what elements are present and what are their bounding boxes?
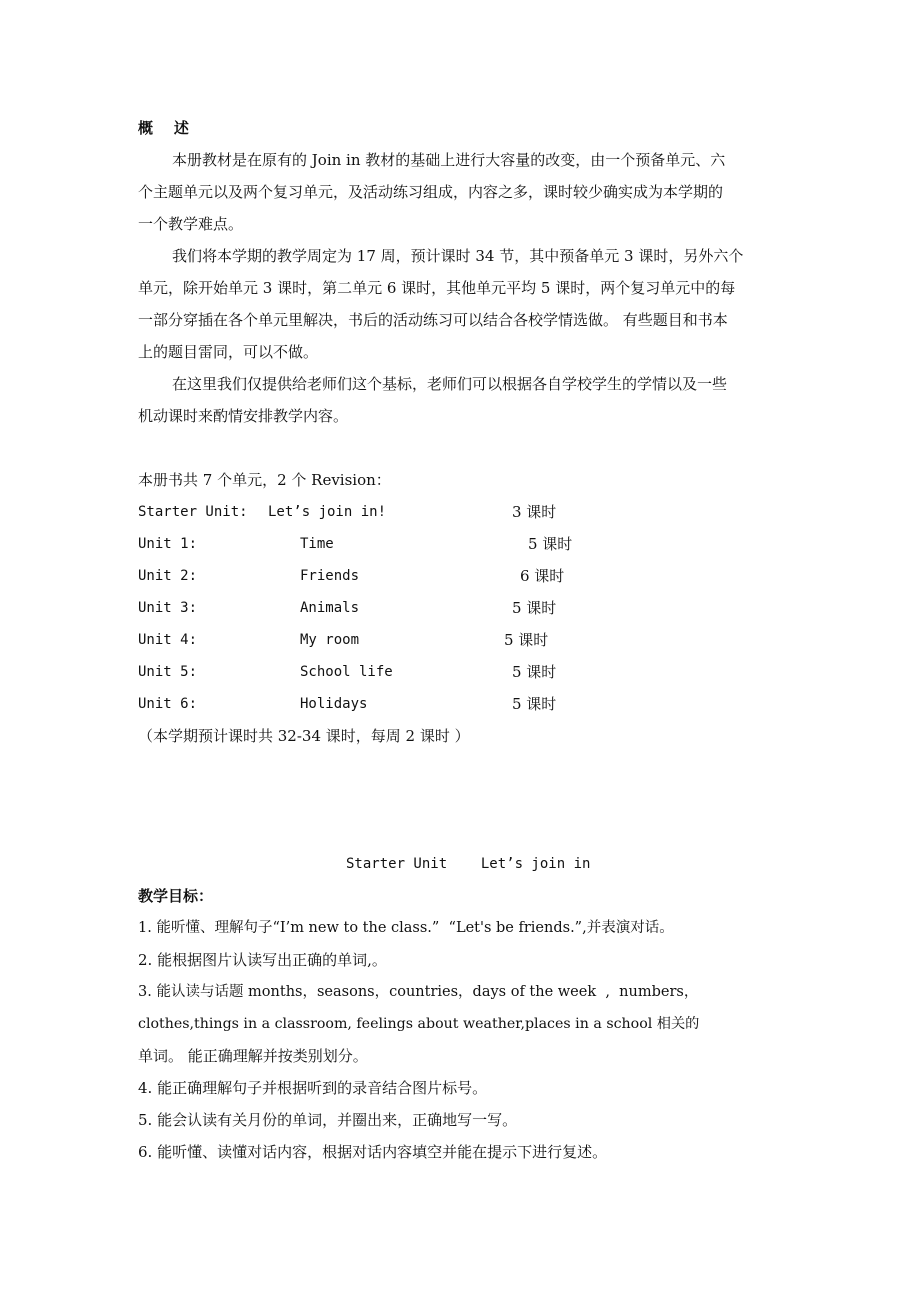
unit-hours: 5 课时 (512, 695, 557, 713)
objective-item: 1. 能听懂、理解句子“I’m new to the class.” “Let's be friends.”,并表演对话。 (138, 920, 674, 936)
starter-unit-title: Starter Unit Let’s join in (346, 856, 591, 872)
unit-title: Animals (300, 600, 360, 616)
hours-note: （本学期预计课时共 32-34 课时，每周 2 课时 ） (138, 727, 470, 745)
unit-hours: 5 课时 (528, 535, 573, 553)
unit-hours: 5 课时 (504, 631, 549, 649)
unit-label: Unit 6: (138, 696, 198, 712)
unit-title: Friends (300, 568, 360, 584)
overview-p2-line-3: 一部分穿插在各个单元里解决，书后的活动练习可以结合各校学情选做。 有些题目和书本 (138, 311, 728, 329)
overview-p1-line-2: 个主题单元以及两个复习单元，及活动练习组成，内容之多，课时较少确实成为本学期的 (138, 183, 724, 201)
unit-label: Unit 2: (138, 568, 198, 584)
overview-p1-line-3: 一个教学难点。 (138, 215, 244, 233)
unit-title: Let’s join in! (268, 504, 387, 520)
overview-heading: 概 述 (138, 119, 189, 137)
unit-title: Time (300, 536, 334, 552)
unit-hours: 5 课时 (512, 663, 557, 681)
objectives-heading: 教学目标： (138, 887, 214, 905)
unit-label: Unit 3: (138, 600, 198, 616)
objective-item: 单词。 能正确理解并按类别划分。 (138, 1047, 368, 1065)
unit-title: My room (300, 632, 360, 648)
units-intro: 本册书共 7 个单元，2 个 Revision： (138, 471, 391, 489)
overview-p3-line-1: 在这里我们仅提供给老师们这个基标，老师们可以根据各自学校学生的学情以及一些 (172, 375, 728, 393)
unit-label: Starter Unit: (138, 504, 248, 520)
unit-hours: 3 课时 (512, 503, 557, 521)
overview-p1-line-1: 本册教材是在原有的 Join in 教材的基础上进行大容量的改变，由一个预备单元、六 (172, 151, 726, 169)
unit-label: Unit 5: (138, 664, 198, 680)
unit-title: Holidays (300, 696, 368, 712)
overview-p3-line-2: 机动课时来酌情安排教学内容。 (138, 407, 349, 425)
unit-title: School life (300, 664, 393, 680)
unit-hours: 5 课时 (512, 599, 557, 617)
objective-item: 6. 能听懂、读懂对话内容，根据对话内容填空并能在提示下进行复述。 (138, 1143, 608, 1161)
unit-hours: 6 课时 (520, 567, 565, 585)
overview-p2-line-2: 单元，除开始单元 3 课时，第二单元 6 课时，其他单元平均 5 课时，两个复习单元中的每 (138, 279, 736, 297)
unit-label: Unit 1: (138, 536, 198, 552)
objective-item: 5. 能会认读有关月份的单词，并圈出来，正确地写一写。 (138, 1111, 518, 1129)
overview-p2-line-4: 上的题目雷同，可以不做。 (138, 343, 319, 361)
objective-item: clothes,things in a classroom, feelings about weather,places in a school 相关的 (138, 1016, 700, 1032)
unit-label: Unit 4: (138, 632, 198, 648)
objective-item: 3. 能认读与话题 months，seasons，countries，days of the week , numbers， (138, 984, 699, 1000)
objective-item: 4. 能正确理解句子并根据听到的录音结合图片标号。 (138, 1079, 488, 1097)
overview-p2-line-1: 我们将本学期的教学周定为 17 周，预计课时 34 节，其中预备单元 3 课时，另外六个 (172, 247, 744, 265)
objective-item: 2. 能根据图片认读写出正确的单词,。 (138, 951, 387, 969)
